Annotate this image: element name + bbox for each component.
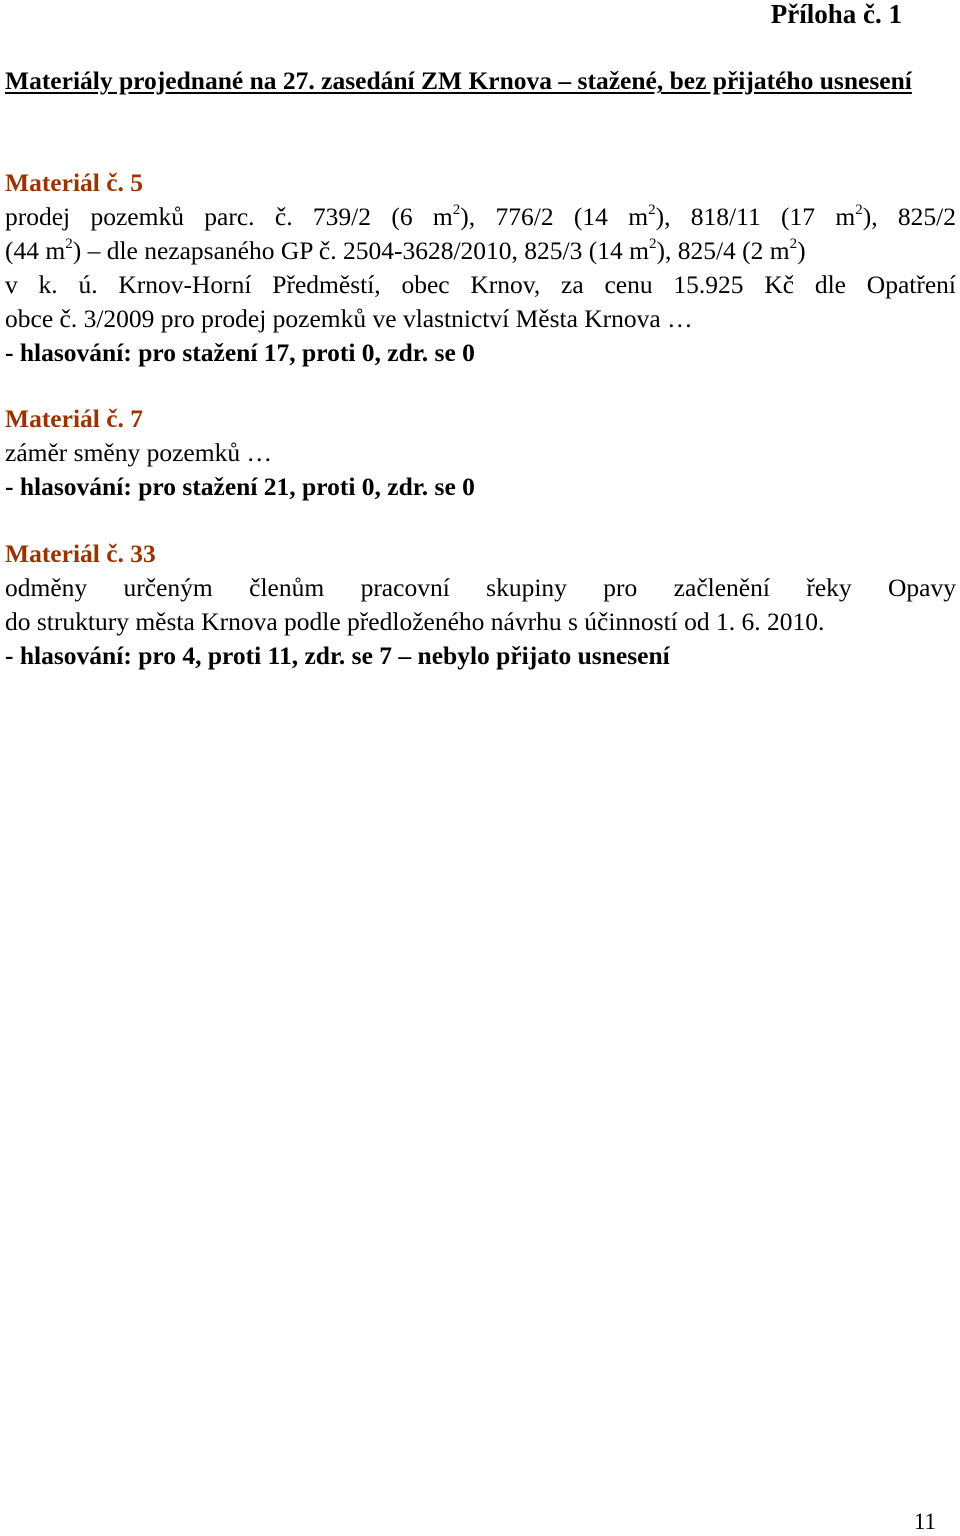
material-title: Materiál č. 33 bbox=[5, 539, 156, 568]
material-description bbox=[5, 200, 956, 336]
description-line: (44 $m^2$) – dle nezapsaného GP č. 2504-3628/2010, 825/3 (14 $m^2$), 825/4 (2 $m^2$) bbox=[5, 235, 806, 265]
material-title: Materiál č. 5 bbox=[5, 168, 144, 197]
annex-label: Příloha č. 1 bbox=[770, 0, 902, 29]
vote-result: - hlasování: pro stažení 17, proti 0, zdr. se 0 bbox=[5, 338, 475, 367]
material-33 bbox=[5, 537, 956, 673]
description-line: odměny určeným členům pracovní skupiny pro začlenění řeky Opavy bbox=[5, 573, 956, 602]
material-description bbox=[5, 436, 956, 470]
page-number: 11 bbox=[913, 1509, 936, 1534]
description-line: prodej pozemků parc. č. 739/2 (6 $m^2$), 776/2 (14 $m^2$), 818/11 (17 $m^2$), 825/2 bbox=[5, 201, 956, 231]
material-description bbox=[5, 571, 956, 639]
vote-result: - hlasování: pro 4, proti 11, zdr. se 7 – nebylo přijato usnesení bbox=[5, 641, 670, 670]
description-line: v k. ú. Krnov-Horní Předměstí, obec Krnov, za cenu 15.925 Kč dle Opatření bbox=[5, 270, 956, 299]
material-title: Materiál č. 7 bbox=[5, 404, 144, 433]
material-7 bbox=[5, 402, 956, 504]
document-page bbox=[5, 0, 956, 1536]
page-heading: Materiály projednané na 27. zasedání ZM Krnova – stažené, bez přijatého usnesení bbox=[5, 66, 912, 95]
description-line: záměr směny pozemků … bbox=[5, 438, 272, 467]
description-line: do struktury města Krnova podle předloženého návrhu s účinností od 1. 6. 2010. bbox=[5, 607, 825, 636]
vote-result: - hlasování: pro stažení 21, proti 0, zdr. se 0 bbox=[5, 472, 475, 501]
material-5 bbox=[5, 166, 956, 370]
description-line: obce č. 3/2009 pro prodej pozemků ve vlastnictví Města Krnova … bbox=[5, 304, 693, 333]
